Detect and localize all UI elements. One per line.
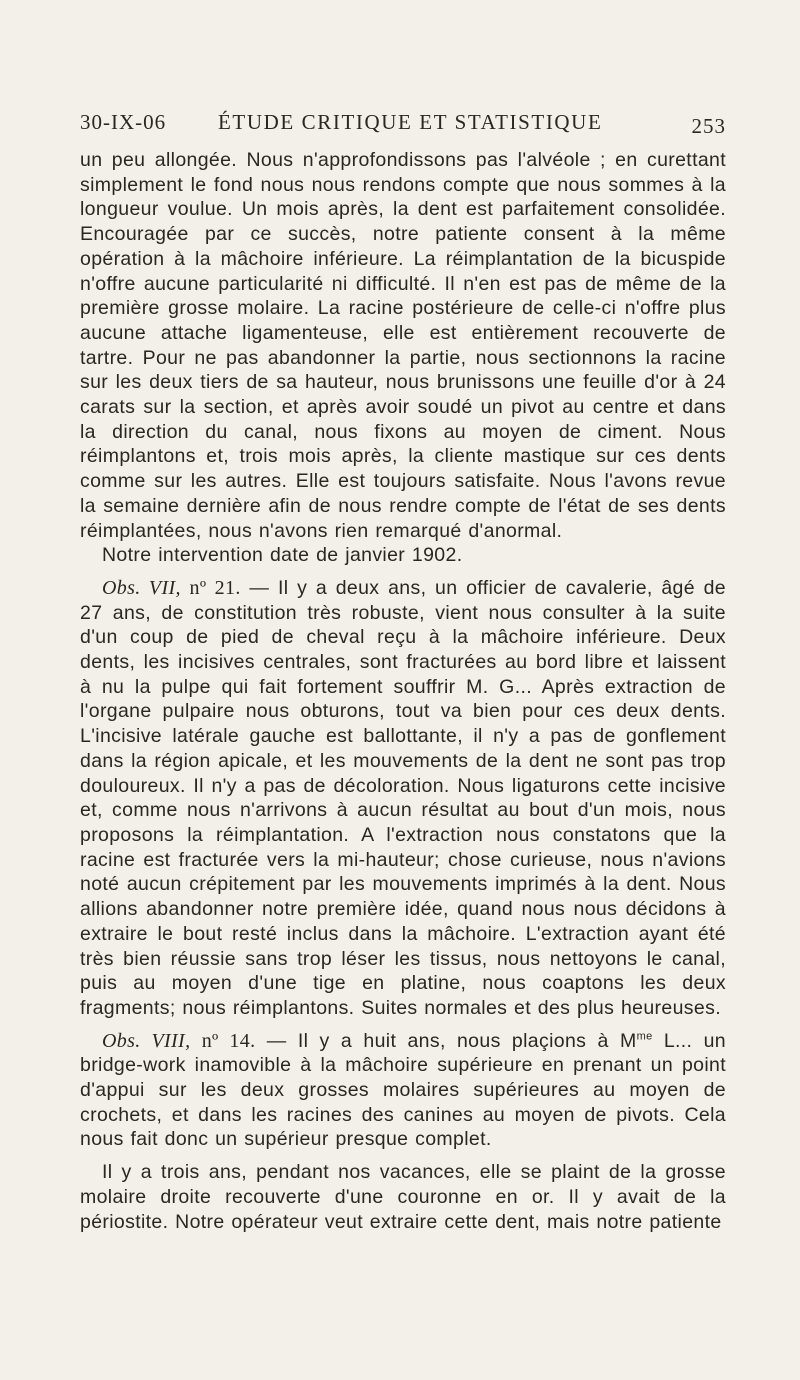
page-number: 253 xyxy=(691,114,726,138)
observation-8-label: Obs. VIII, xyxy=(102,1029,191,1052)
running-head xyxy=(80,108,726,138)
observation-8-number: nº 14. xyxy=(201,1029,256,1052)
observation-8-text-b: L... un bridge-work inamovible à la mâchoire supérieure en prenant un point d'appui sur les deux grosses molaires supérieures au moyen de crochets, et dans les racines des canines au moyen de pivots. Cela nous fait donc un supérieur presque complet. xyxy=(80,1029,726,1151)
running-head-title: ÉTUDE CRITIQUE ET STATISTIQUE xyxy=(218,110,603,134)
observation-7-label: Obs. VII, xyxy=(102,576,181,599)
running-head-date: 30-IX-06 xyxy=(80,110,167,134)
observation-8-superscript: me xyxy=(636,1030,653,1043)
paragraph-observation-8 xyxy=(80,1029,726,1153)
body-text xyxy=(80,148,726,1234)
book-page xyxy=(80,108,726,1234)
observation-7-number: nº 21. xyxy=(189,576,241,599)
paragraph-continuation: un peu allongée. Nous n'approfondissons pas l'alvéole ; en curettant simplement le fond nous nous rendons compte que nous sommes à la longueur voulue. Un mois après, la dent est parfaitement consolidée. Encouragée par ce succès, notre patiente consent à la même opération à la mâchoire inférieure. La réimplantation de la bicuspide n'offre aucune particularité ni difficulté. Il n'en est pas de même de la première grosse molaire. La racine postérieure de celle-ci n'offre plus aucune attache ligamenteuse, elle est entièrement recouverte de tartre. Pour ne pas abandonner la partie, nous sectionnons la racine sur les deux tiers de sa hauteur, nous brunissons une feuille d'or à 24 carats sur la section, et après avoir soudé un pivot au centre et dans la direction du canal, nous fixons au moyen de ciment. Nous réimplantons et, trois mois après, la cliente mastique sur ces dents comme sur les autres. Elle est toujours satisfaite. Nous l'avons revue la semaine dernière afin de nous rendre compte de l'état de ses dents réimplantées, nous n'avons rien remarqué d'anormal. xyxy=(80,149,726,542)
paragraph-intervention-date: Notre intervention date de janvier 1902. xyxy=(102,544,463,567)
paragraph-three-years-ago: Il y a trois ans, pendant nos vacances, elle se plaint de la grosse molaire droite recouverte d'une couronne en or. Il y avait de la périostite. Notre opérateur veut extraire cette dent, mais notre patiente xyxy=(80,1161,726,1233)
observation-7-text: — Il y a deux ans, un officier de cavalerie, âgé de 27 ans, de constitution très robuste, vient nous consulter à la suite d'un coup de pied de cheval reçu à la mâchoire inférieure. Deux dents, les incisives centrales, sont fracturées au bord libre et laissent à nu la pulpe qui fait fortement souffrir M. G... Après extraction de l'organe pulpaire nous obturons, tout va bien pour ces deux dents. L'incisive latérale gauche est ballottante, il n'y a pas de gonflement dans la région apicale, et les mouvements de la dent ne sont pas trop douloureux. Il n'y a pas de décoloration. Nous ligaturons cette incisive et, comme nous n'arrivons à aucun résultat au bout d'un mois, nous proposons la réimplantation. A l'extraction nous constatons que la racine est fracturée vers la mi-hauteur; chose curieuse, nous n'avions noté aucun crépitement par les mouvements imprimés à la dent. Nous allions abandonner notre première idée, quand nous nous décidons à extraire le bout resté inclus dans la mâchoire. L'extraction ayant été très bien réussie sans trop léser les tissus, nous nettoyons le canal, puis au moyen d'une tige en platine, nous coaptons les deux fragments; nous réimplantons. Suites normales et des plus heureuses. xyxy=(80,576,726,1019)
observation-8-text-a: — Il y a huit ans, nous plaçions à M xyxy=(255,1029,637,1052)
paragraph-observation-7 xyxy=(80,576,726,1021)
